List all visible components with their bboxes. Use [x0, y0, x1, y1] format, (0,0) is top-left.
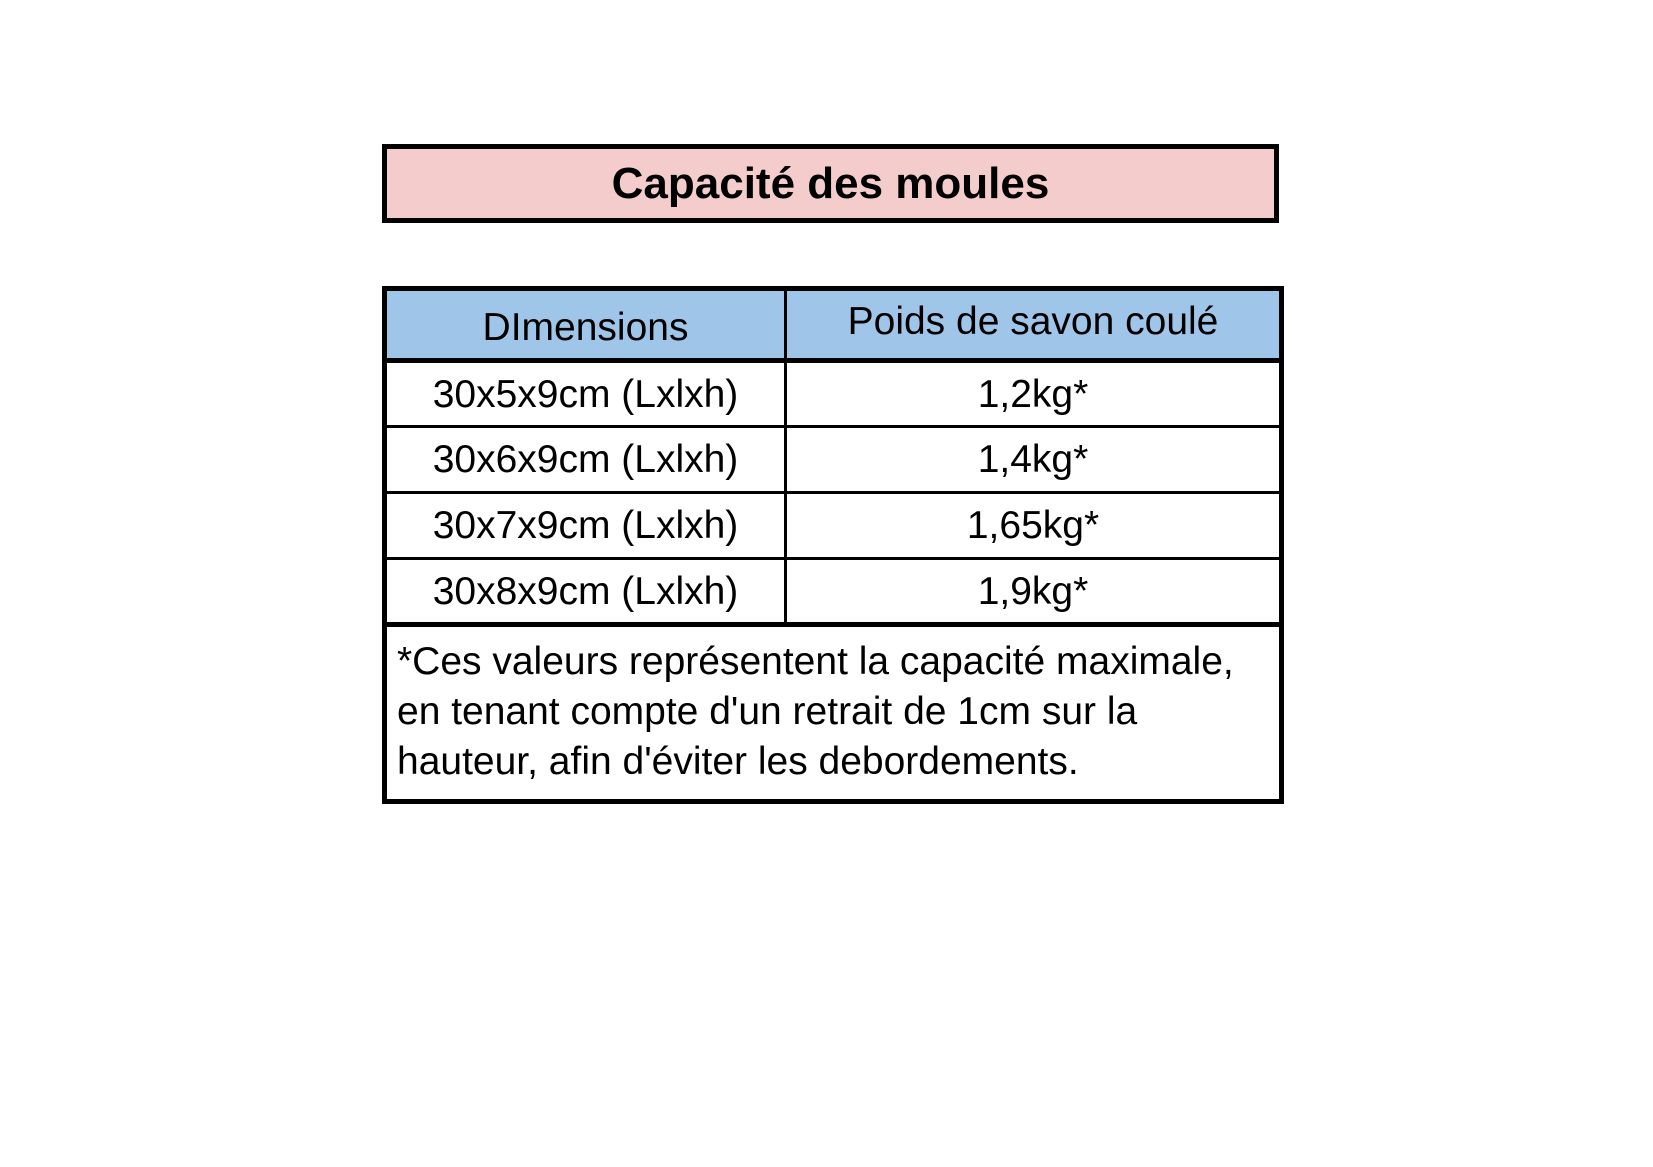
- table-row: [385, 559, 1282, 625]
- title-box: [382, 144, 1279, 223]
- header-weight: Poids de savon coulé: [786, 289, 1282, 361]
- table-header-row: [385, 289, 1282, 361]
- cell-weight: 1,2kg*: [786, 361, 1282, 427]
- page-title: Capacité des moules: [611, 158, 1050, 208]
- cell-dimensions: 30x5x9cm (Lxlxh): [385, 361, 786, 427]
- cell-dimensions: 30x6x9cm (Lxlxh): [385, 427, 786, 493]
- cell-dimensions: 30x7x9cm (Lxlxh): [385, 493, 786, 559]
- table-row: [385, 361, 1282, 427]
- capacity-table: [382, 286, 1284, 804]
- cell-weight: 1,4kg*: [786, 427, 1282, 493]
- header-dimensions: DImensions: [385, 289, 786, 361]
- cell-weight: 1,65kg*: [786, 493, 1282, 559]
- cell-dimensions: 30x8x9cm (Lxlxh): [385, 559, 786, 625]
- table-row: [385, 427, 1282, 493]
- table-note-row: [385, 625, 1282, 802]
- cell-weight: 1,9kg*: [786, 559, 1282, 625]
- table-note: *Ces valeurs représentent la capacité maximale, en tenant compte d'un retrait de 1cm sur la hauteur, afin d'éviter les debordements.: [385, 625, 1282, 802]
- table-row: [385, 493, 1282, 559]
